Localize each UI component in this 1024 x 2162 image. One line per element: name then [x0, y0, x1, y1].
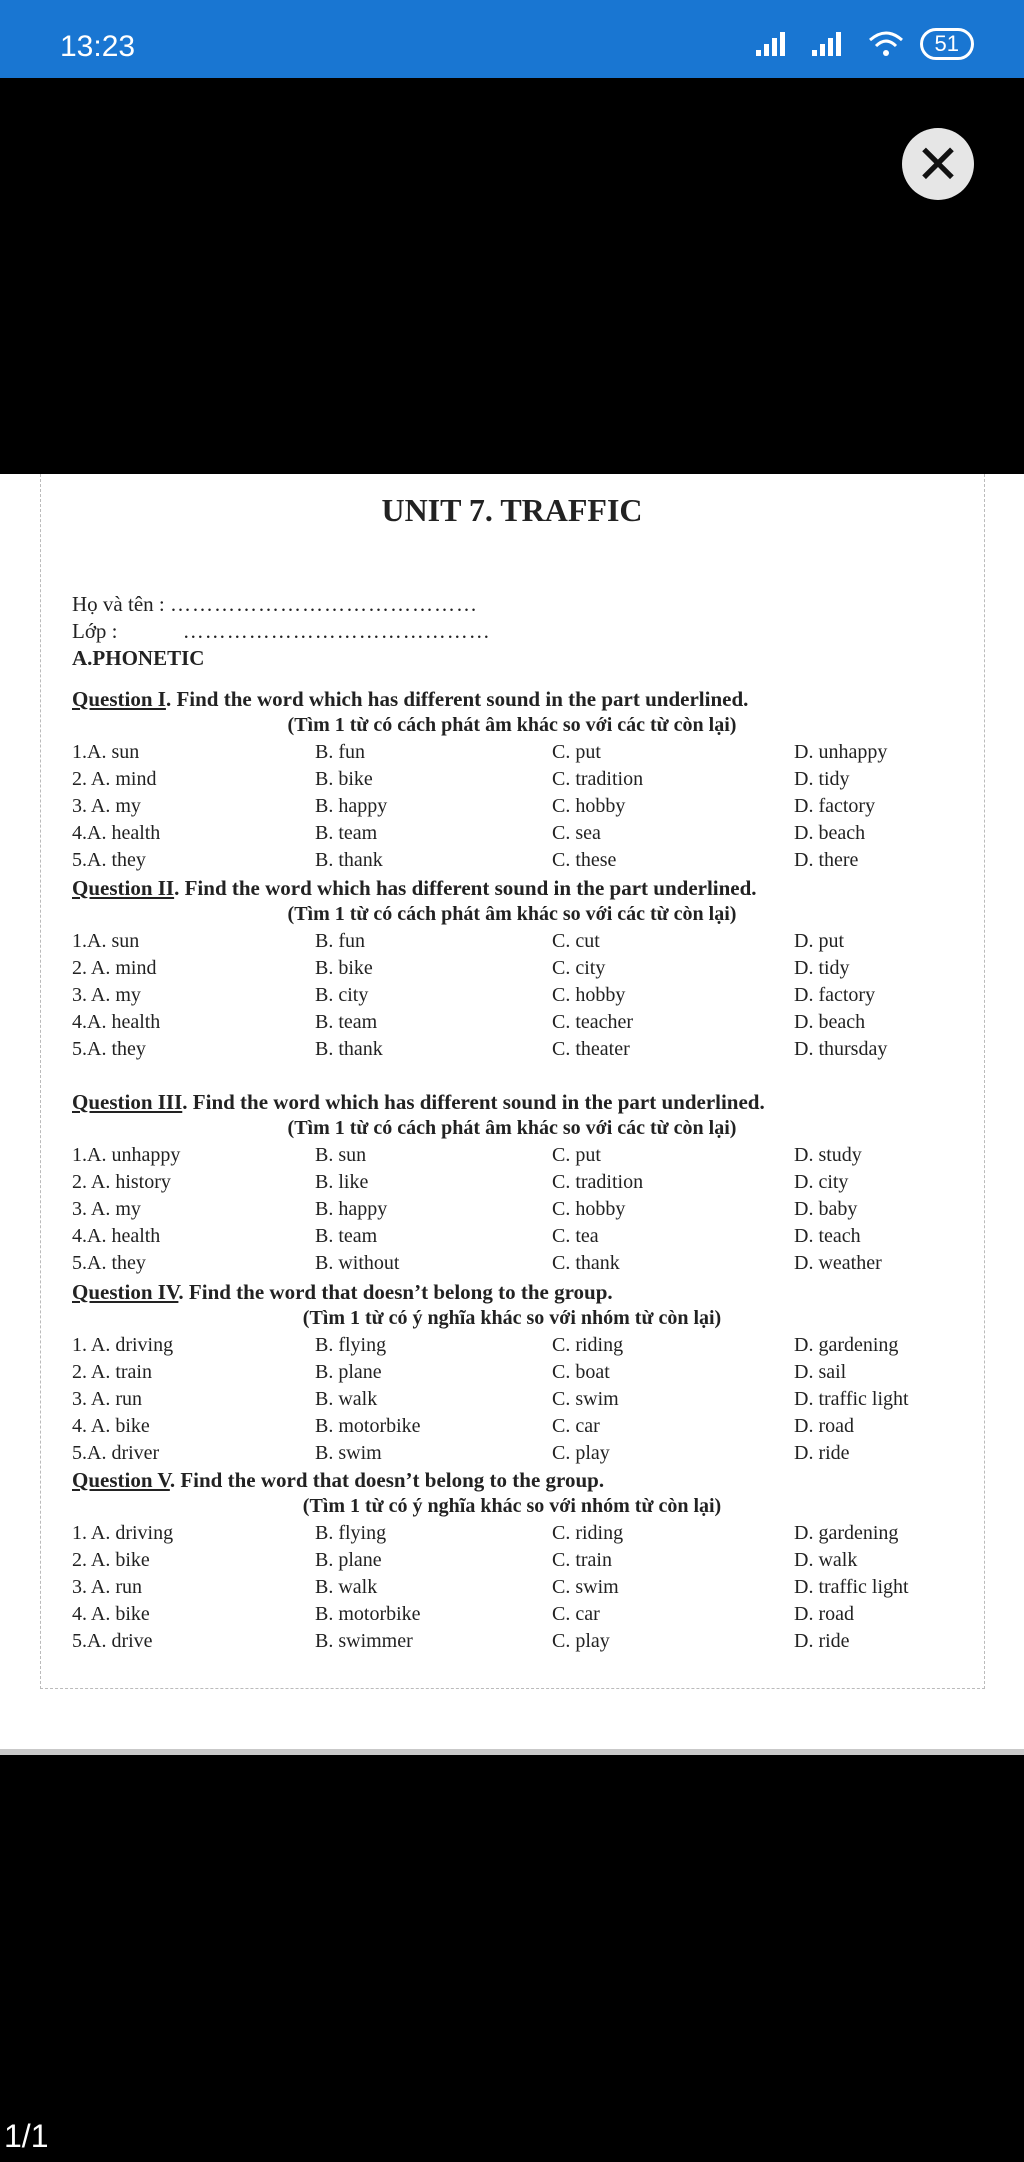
answer-option: B. like: [315, 1171, 369, 1193]
answer-option: 4.A. health: [72, 1011, 161, 1033]
answer-option: 1. A. driving: [72, 1334, 174, 1356]
answer-option: C. city: [552, 957, 606, 979]
battery-indicator: 51: [920, 28, 974, 60]
clock: 13:23: [60, 30, 136, 63]
answer-option: B. fun: [315, 741, 365, 763]
answer-option: C. tradition: [552, 768, 644, 790]
answer-option: D. factory: [794, 984, 876, 1006]
answer-option: B. motorbike: [315, 1415, 421, 1437]
answer-option: 3. A. my: [72, 984, 141, 1006]
answer-option: 3. A. run: [72, 1388, 142, 1410]
question-heading: [72, 1468, 604, 1493]
answer-option: 4. A. bike: [72, 1603, 150, 1625]
question-instruction: (Tìm 1 từ có cách phát âm khác so với các từ còn lại): [287, 714, 737, 736]
answer-option: D. tidy: [794, 768, 850, 790]
answer-option: D. walk: [794, 1549, 858, 1571]
answer-option: 5.A. they: [72, 849, 146, 871]
answer-option: D. study: [794, 1144, 862, 1166]
answer-option: C. teacher: [552, 1011, 634, 1033]
class-label: Lớp :: [72, 619, 118, 643]
answer-option: B. fun: [315, 930, 365, 952]
answer-option: B. sun: [315, 1144, 367, 1166]
answer-option: C. swim: [552, 1388, 619, 1410]
question-heading: [72, 876, 757, 901]
signal-icon: [756, 32, 796, 56]
page-title: UNIT 7. TRAFFIC: [381, 492, 643, 528]
question-instruction: (Tìm 1 từ có cách phát âm khác so với các từ còn lại): [287, 1117, 737, 1139]
question-label: Question III: [72, 1090, 183, 1114]
question-heading: [72, 687, 748, 712]
answer-option: 3. A. my: [72, 795, 141, 817]
answer-option: B. flying: [315, 1334, 387, 1356]
question-instruction: (Tìm 1 từ có ý nghĩa khác so với nhóm từ còn lại): [302, 1495, 722, 1517]
answer-option: 5.A. they: [72, 1252, 146, 1274]
answer-option: B. motorbike: [315, 1603, 421, 1625]
status-icons: [756, 28, 974, 60]
question-text: . Find the word that doesn’t belong to the group.: [178, 1280, 613, 1304]
answer-option: C. swim: [552, 1576, 619, 1598]
answer-option: 1.A. unhappy: [72, 1144, 181, 1166]
answer-option: 4. A. bike: [72, 1415, 150, 1437]
name-line: [72, 592, 478, 617]
name-dots: ……………………………………: [169, 592, 478, 616]
answer-option: 2. A. mind: [72, 957, 157, 979]
answer-option: B. plane: [315, 1549, 382, 1571]
answer-option: B. walk: [315, 1576, 378, 1598]
answer-option: D. thursday: [794, 1038, 888, 1060]
answer-option: C. riding: [552, 1334, 624, 1356]
answer-option: B. happy: [315, 795, 388, 817]
signal-icon: [812, 32, 852, 56]
answer-option: C. tea: [552, 1225, 599, 1247]
question-heading: [72, 1280, 613, 1305]
class-dots: ……………………………………: [182, 619, 491, 643]
answer-option: B. without: [315, 1252, 400, 1274]
answer-option: D. unhappy: [794, 741, 888, 763]
answer-option: B. swimmer: [315, 1630, 413, 1652]
answer-option: D. road: [794, 1603, 854, 1625]
answer-option: B. flying: [315, 1522, 387, 1544]
question-label: Question IV: [72, 1280, 179, 1304]
answer-option: 5.A. driver: [72, 1442, 160, 1464]
answer-option: D. weather: [794, 1252, 882, 1274]
answer-option: B. happy: [315, 1198, 388, 1220]
answer-option: D. beach: [794, 822, 866, 844]
answer-option: C. train: [552, 1549, 612, 1571]
class-line: [72, 619, 491, 644]
answer-option: D. teach: [794, 1225, 861, 1247]
answer-option: D. traffic light: [794, 1576, 909, 1598]
answer-option: 1.A. sun: [72, 930, 140, 952]
wifi-icon: [868, 30, 904, 58]
answer-option: D. traffic light: [794, 1388, 909, 1410]
answer-option: D. put: [794, 930, 844, 952]
answer-option: B. thank: [315, 849, 383, 871]
question-text: . Find the word which has different sound in the part underlined.: [165, 687, 749, 711]
answer-option: 1.A. sun: [72, 741, 140, 763]
question-text: . Find the word which has different sound in the part underlined.: [182, 1090, 765, 1114]
answer-option: C. put: [552, 1144, 601, 1166]
answer-option: 1. A. driving: [72, 1522, 174, 1544]
answer-option: C. tradition: [552, 1171, 644, 1193]
answer-option: D. gardening: [794, 1522, 899, 1544]
answer-option: 2. A. mind: [72, 768, 157, 790]
section-heading: A.PHONETIC: [72, 646, 205, 670]
answer-option: C. play: [552, 1442, 610, 1464]
answer-option: C. sea: [552, 822, 601, 844]
answer-option: 3. A. my: [72, 1198, 141, 1220]
answer-option: B. walk: [315, 1388, 378, 1410]
answer-option: C. hobby: [552, 1198, 626, 1220]
answer-option: C. put: [552, 741, 601, 763]
answer-option: C. riding: [552, 1522, 624, 1544]
status-bar: [0, 0, 1024, 78]
answer-option: B. team: [315, 1011, 378, 1033]
answer-option: D. ride: [794, 1630, 850, 1652]
answer-option: B. city: [315, 984, 369, 1006]
answer-option: D. road: [794, 1415, 854, 1437]
answer-option: C. thank: [552, 1252, 620, 1274]
answer-option: C. theater: [552, 1038, 630, 1060]
answer-option: D. tidy: [794, 957, 850, 979]
answer-option: 2. A. bike: [72, 1549, 150, 1571]
answer-option: B. team: [315, 822, 378, 844]
answer-option: 4.A. health: [72, 1225, 161, 1247]
question-instruction: (Tìm 1 từ có ý nghĩa khác so với nhóm từ còn lại): [302, 1307, 722, 1329]
answer-option: C. cut: [552, 930, 600, 952]
answer-option: 4.A. health: [72, 822, 161, 844]
answer-option: D. sail: [794, 1361, 847, 1383]
answer-option: D. ride: [794, 1442, 850, 1464]
answer-option: D. factory: [794, 795, 876, 817]
answer-option: 2. A. history: [72, 1171, 171, 1193]
name-label: Họ và tên :: [72, 592, 165, 616]
answer-option: 3. A. run: [72, 1576, 142, 1598]
answer-option: C. car: [552, 1415, 600, 1437]
close-button[interactable]: [902, 128, 974, 200]
answer-option: D. baby: [794, 1198, 858, 1220]
answer-option: B. bike: [315, 768, 373, 790]
question-heading: [72, 1090, 765, 1115]
answer-option: D. beach: [794, 1011, 866, 1033]
question-instruction: (Tìm 1 từ có cách phát âm khác so với các từ còn lại): [287, 903, 737, 925]
question-text: . Find the word which has different sound in the part underlined.: [174, 876, 757, 900]
answer-option: B. team: [315, 1225, 378, 1247]
question-label: Question II: [72, 876, 175, 900]
document-page[interactable]: [0, 474, 1024, 1755]
answer-option: C. hobby: [552, 984, 626, 1006]
answer-option: C. hobby: [552, 795, 626, 817]
question-text: . Find the word that doesn’t belong to the group.: [169, 1468, 605, 1492]
answer-option: D. gardening: [794, 1334, 899, 1356]
answer-option: C. play: [552, 1630, 610, 1652]
answer-option: C. car: [552, 1603, 600, 1625]
close-icon: ✕: [915, 132, 961, 196]
answer-option: C. these: [552, 849, 617, 871]
page-indicator: 1/1: [4, 2118, 49, 2154]
page-divider: [0, 1749, 1024, 1755]
answer-option: D. there: [794, 849, 859, 871]
answer-option: 2. A. train: [72, 1361, 152, 1383]
question-label: Question I: [72, 687, 166, 711]
answer-option: C. boat: [552, 1361, 610, 1383]
answer-option: B. plane: [315, 1361, 382, 1383]
answer-option: 5.A. they: [72, 1038, 146, 1060]
answer-option: D. city: [794, 1171, 849, 1193]
answer-option: B. thank: [315, 1038, 383, 1060]
answer-option: 5.A. drive: [72, 1630, 153, 1652]
answer-option: B. bike: [315, 957, 373, 979]
question-label: Question V: [72, 1468, 170, 1492]
answer-option: B. swim: [315, 1442, 382, 1464]
